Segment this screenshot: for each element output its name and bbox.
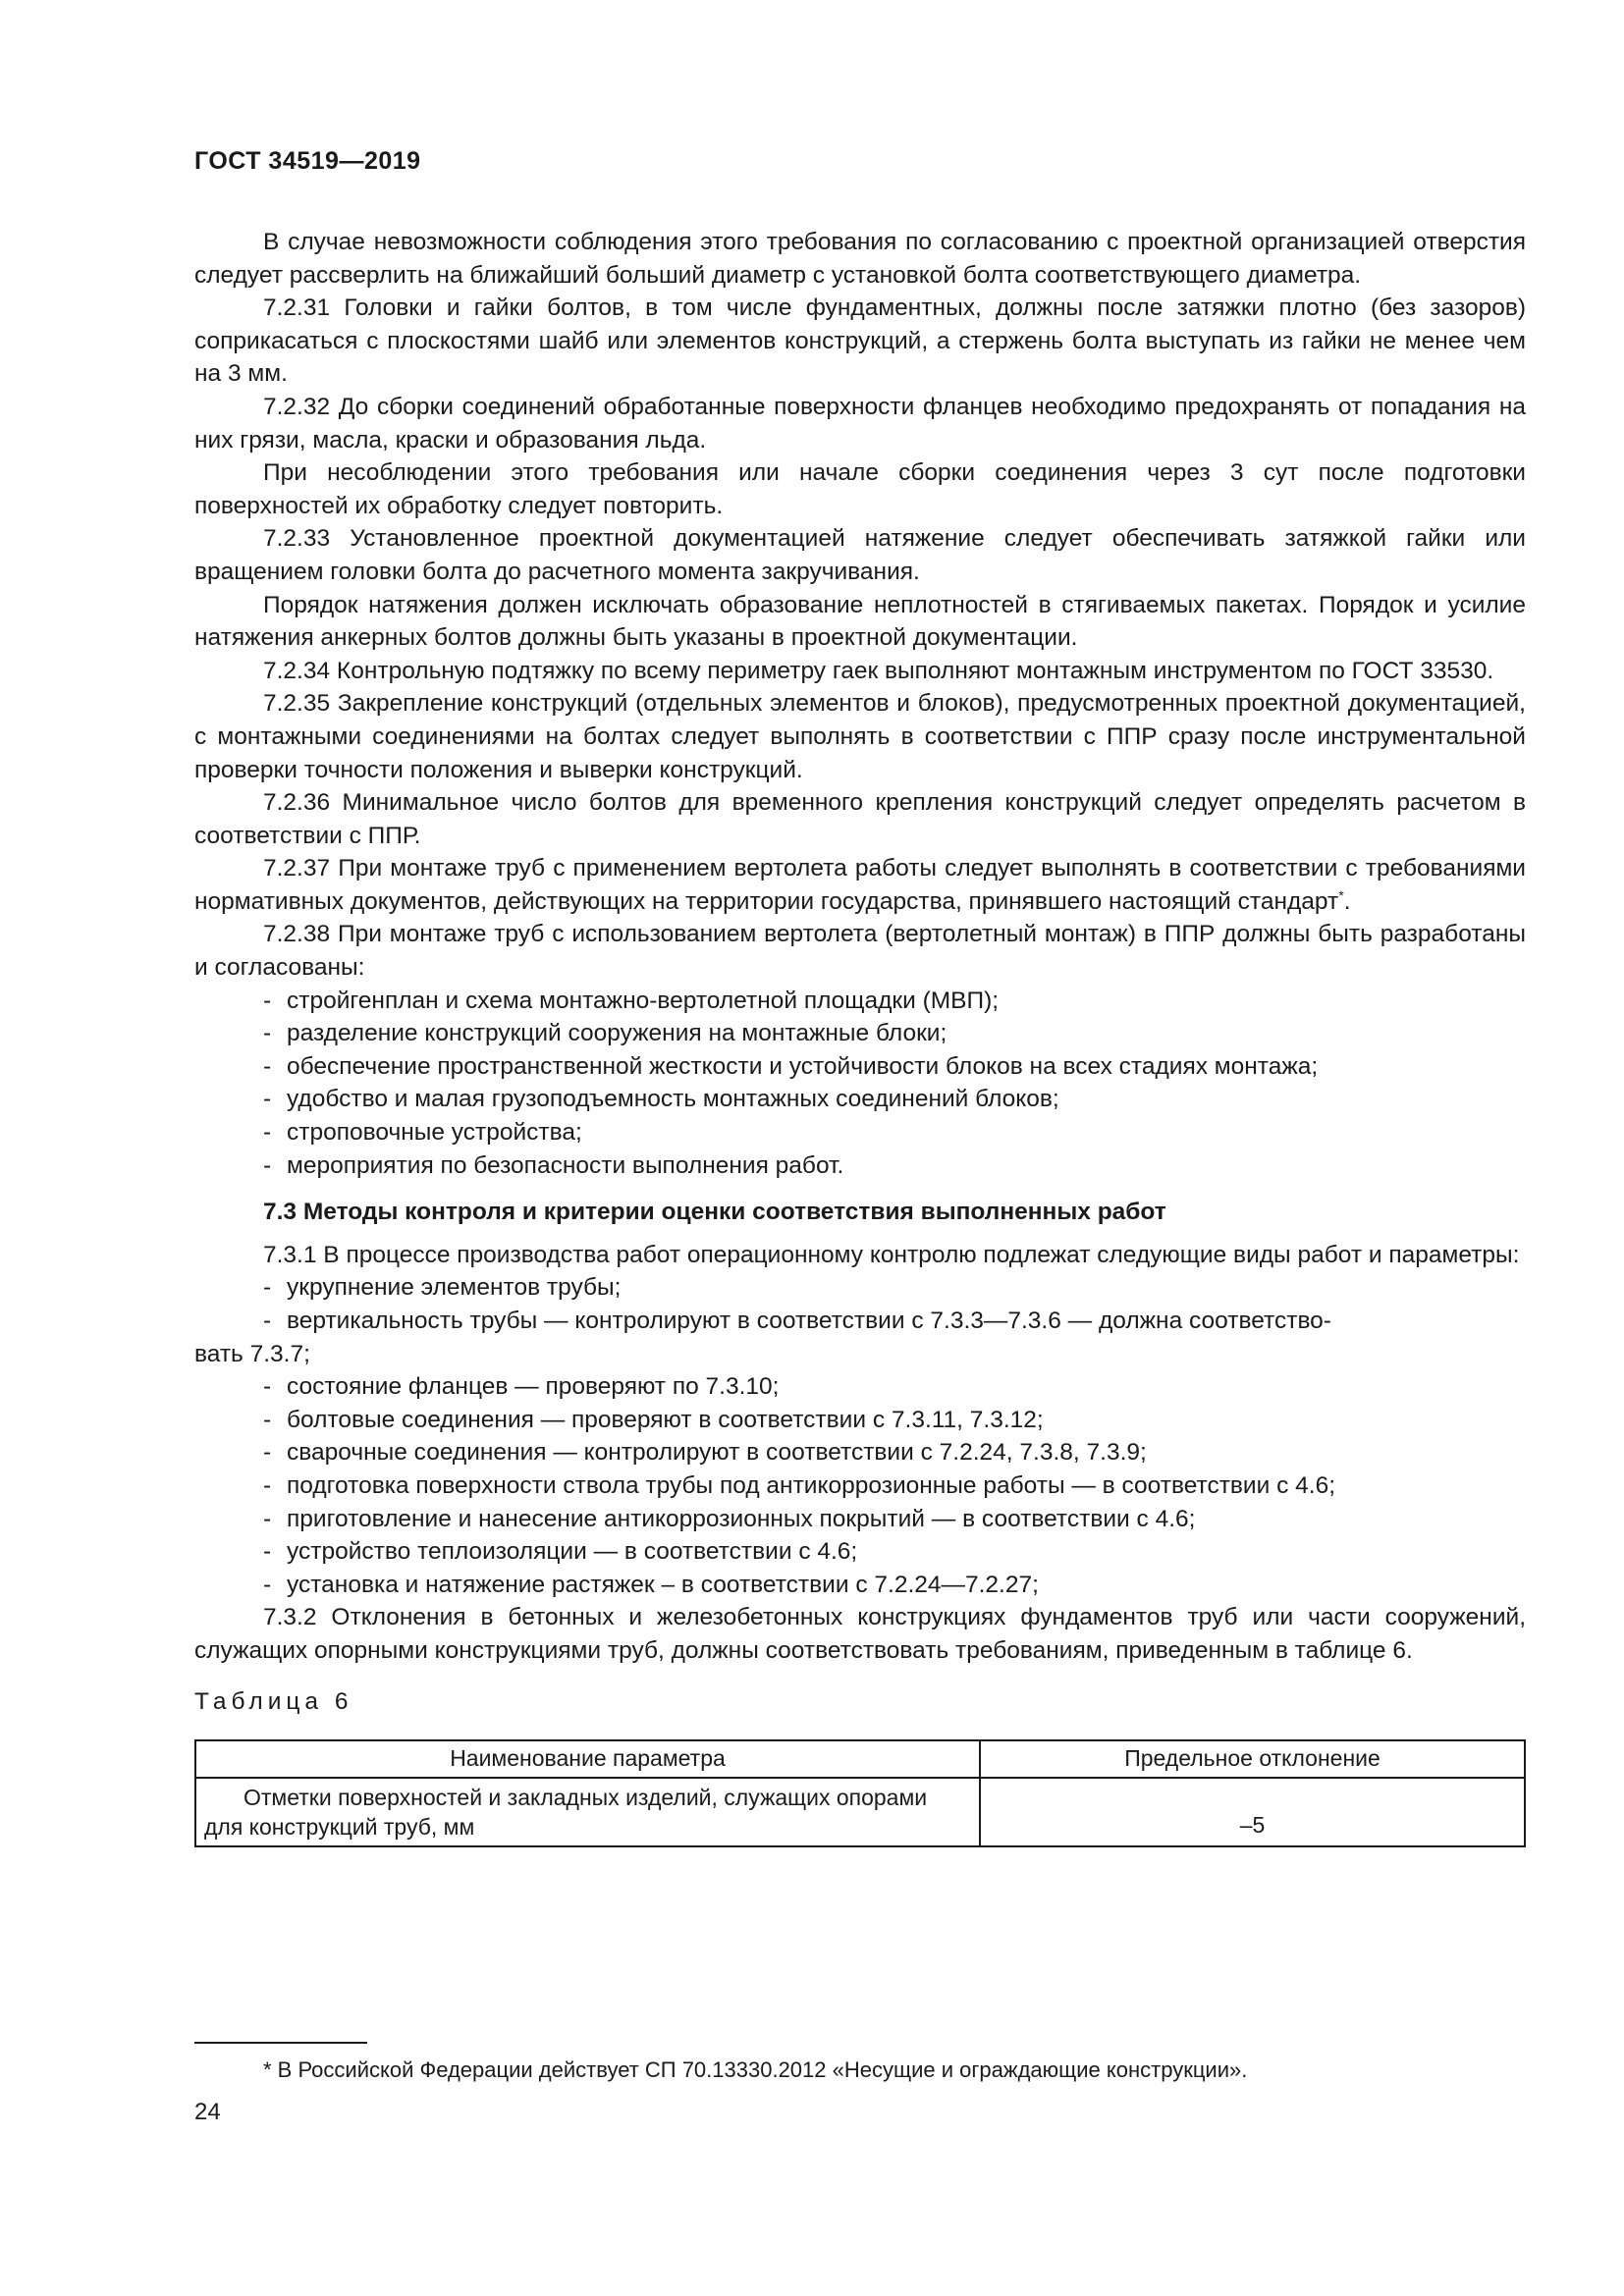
list-item	[194, 1149, 1526, 1183]
paragraph-7-2-35: 7.2.35 Закрепление конструкций (отдельных элементов и блоков), предусмотренных проектной документацией, с монтажными соединениями на болтах следует выполнять в соответствии с ППР сразу после инструментальной проверки точности положения и выверки конструкций.	[194, 690, 1526, 783]
paragraph-7-2-32: 7.2.32 До сборки соединений обработанные поверхности фланцев необходимо предохранять от попадания на них грязи, масла, краски и образования льда.	[194, 393, 1526, 454]
list-dash: -	[263, 1119, 272, 1147]
list-dash: -	[263, 987, 272, 1014]
table-header-param: Наименование параметра	[195, 1740, 980, 1778]
list-item-text: вертикальность трубы — контролируют в соответствии с 7.3.3—7.3.6 — должна соответство-	[287, 1308, 1331, 1334]
list-dash: -	[263, 1538, 272, 1566]
list-item	[194, 1503, 1526, 1536]
list-dash: -	[263, 1086, 272, 1113]
list-item-text: строповочные устройства;	[287, 1119, 582, 1147]
list-item	[194, 1436, 1526, 1469]
paragraph-7-3-2: 7.3.2 Отклонения в бетонных и железобетонных конструкциях фундаментов труб или части сооружений, служащих опорными конструкциями труб, должны соответствовать требованиям, приведенным в таблице 6.	[194, 1604, 1526, 1664]
table-cell-param: Отметки поверхностей и закладных изделий, служащих опорами для конструкций труб, мм	[195, 1778, 980, 1846]
list-item-text: подготовка поверхности ствола трубы под антикоррозионные работы — в соответствии с 4.6;	[287, 1471, 1336, 1499]
list-item	[194, 1017, 1526, 1050]
section-heading-7-3: 7.3 Методы контроля и критерии оценки соответствия выполненных работ	[263, 1199, 1166, 1226]
list-item	[194, 1469, 1526, 1503]
list-item-text: стройгенплан и схема монтажно-вертолетной площадки (МВП);	[287, 987, 1000, 1014]
list-item-text: состояние фланцев — проверяют по 7.3.10;	[287, 1373, 780, 1401]
list-item	[194, 1083, 1526, 1116]
table-header-row	[195, 1740, 1525, 1778]
paragraph-7-2-38: 7.2.38 При монтаже труб с использованием вертолета (вертолетный монтаж) в ППР должны быть разработаны и согласованы:	[194, 921, 1526, 982]
paragraph: При несоблюдении этого требования или начале сборки соединения через 3 сут после подготовки поверхностей их обработку следует повторить.	[194, 459, 1526, 519]
table-caption: Таблица 6	[194, 1687, 353, 1715]
deviation-table	[194, 1739, 1526, 1847]
list-dash: -	[263, 1308, 272, 1334]
list-item-text: мероприятия по безопасности выполнения работ.	[287, 1151, 844, 1179]
list-dash: -	[263, 1505, 272, 1532]
list-item-text: устройство теплоизоляции — в соответствии с 4.6;	[287, 1538, 858, 1566]
paragraph-7-3-1: 7.3.1 В процессе производства работ операционному контролю подлежат следующие виды работ и параметры:	[263, 1241, 1520, 1268]
list-item-text: обеспечение пространственной жесткости и устойчивости блоков на всех стадиях монтажа;	[287, 1052, 1319, 1080]
paragraph-7-2-34: 7.2.34 Контрольную подтяжку по всему периметру гаек выполняют монтажным инструментом по ГОСТ 33530.	[263, 657, 1494, 684]
paragraph-7-2-36: 7.2.36 Минимальное число болтов для временного крепления конструкций следует определять расчетом в соответствии с ППР.	[194, 789, 1526, 849]
paragraph: В случае невозможности соблюдения этого требования по согласованию с проектной организацией отверстия следует рассверлить на ближайший больший диаметр с установкой болта соответствующего диаметра.	[194, 229, 1526, 289]
list-dash: -	[263, 1020, 272, 1047]
list-item-text: сварочные соединения — контролируют в соответствии с 7.2.24, 7.3.8, 7.3.9;	[287, 1439, 1147, 1467]
list-item	[194, 1535, 1526, 1569]
list-item-text: удобство и малая грузоподъемность монтажных соединений блоков;	[287, 1086, 1059, 1113]
table-row	[195, 1778, 1525, 1846]
list-item	[194, 1305, 1526, 1370]
table-cell-deviation: –5	[980, 1778, 1525, 1846]
list-item-text: укрупнение элементов трубы;	[287, 1274, 622, 1302]
page-number: 24	[194, 2099, 221, 2125]
list-item	[194, 1404, 1526, 1437]
document-body	[194, 226, 1526, 1847]
paragraph: Порядок натяжения должен исключать образование неплотностей в стягиваемых пакетах. Порядок и усилие натяжения анкерных болтов должны быть указаны в проектной документации.	[194, 591, 1526, 652]
paragraph-7-2-31: 7.2.31 Головки и гайки болтов, в том числе фундаментных, должны после затяжки плотно (без зазоров) соприкасаться с плоскостями шайб или элементов конструкций, а стержень болта выступать из гайки не менее чем на 3 мм.	[194, 294, 1526, 388]
list-item-text: установка и натяжение растяжек – в соответствии с 7.2.24—7.2.27;	[287, 1571, 1039, 1598]
list-item-text: приготовление и нанесение антикоррозионных покрытий — в соответствии с 4.6;	[287, 1505, 1196, 1532]
list-dash: -	[263, 1571, 272, 1598]
list-dash: -	[263, 1373, 272, 1401]
list-dash: -	[263, 1471, 272, 1499]
list-item	[194, 1370, 1526, 1404]
document-header: ГОСТ 34519—2019	[194, 147, 421, 175]
list-dash: -	[263, 1052, 272, 1080]
footnote: * В Российской Федерации действует СП 70.13330.2012 «Несущие и ограждающие конструкции».	[263, 2057, 1248, 2082]
list-item-text: разделение конструкций сооружения на монтажные блоки;	[287, 1020, 947, 1047]
list-dash: -	[263, 1439, 272, 1467]
list-item	[194, 1271, 1526, 1305]
paragraph-7-2-33: 7.2.33 Установленное проектной документацией натяжение следует обеспечивать затяжкой гайки или вращением головки болта до расчетного момента закручивания.	[194, 525, 1526, 585]
paragraph-text: 7.2.37 При монтаже труб с применением вертолета работы следует выполнять в соответствии с требованиями нормативных документов, действующих на территории государства, принявшего настоящий стандарт	[194, 855, 1526, 915]
list-item-continuation: вать 7.3.7;	[194, 1340, 310, 1367]
list-item-text: болтовые соединения — проверяют в соответствии с 7.3.11, 7.3.12;	[287, 1406, 1044, 1433]
list-item	[194, 1116, 1526, 1149]
paragraph-7-2-37: 7.2.37 При монтаже труб с применением вертолета работы следует выполнять в соответствии с требованиями нормативных документов, действующих на территории государства, принявшего настоящий стандарт*.	[194, 855, 1526, 915]
table-header-deviation: Предельное отклонение	[980, 1740, 1525, 1778]
list-item	[194, 985, 1526, 1018]
list-item	[194, 1569, 1526, 1602]
list-dash: -	[263, 1274, 272, 1302]
list-dash: -	[263, 1406, 272, 1433]
list-item	[194, 1050, 1526, 1084]
footnote-divider	[194, 2042, 367, 2044]
list-dash: -	[263, 1151, 272, 1179]
footnote-mark[interactable]: *	[1338, 886, 1344, 903]
